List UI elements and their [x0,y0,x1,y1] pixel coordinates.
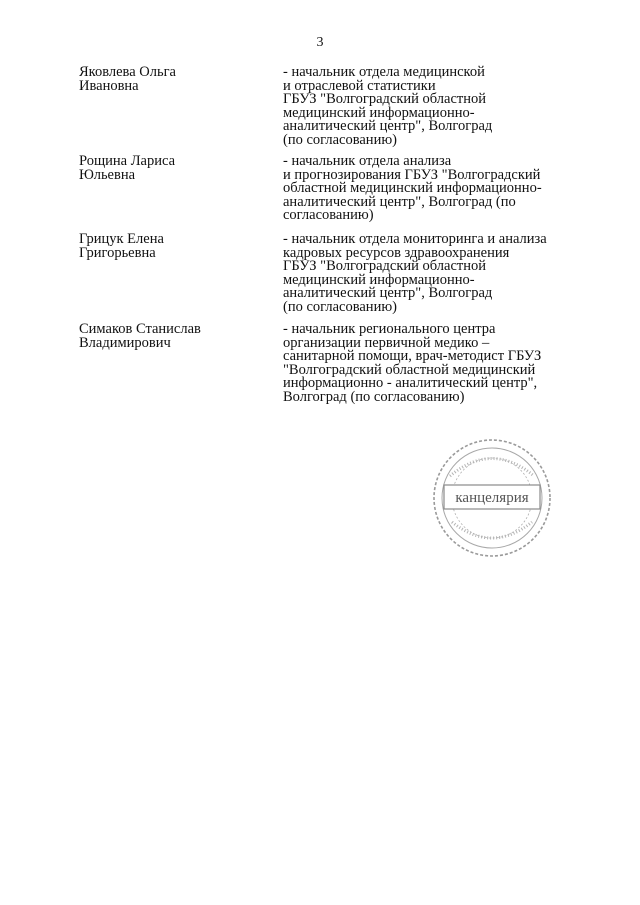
page-number: 3 [316,35,324,50]
text-line: - начальник отдела мониторинга и анализа [283,231,547,247]
text-line: информационно - аналитический центр", [283,375,538,391]
text-line: согласованию) [283,207,374,223]
text-line: Григорьевна [79,244,156,261]
text-line: Юльевна [79,166,136,183]
text-line: кадровых ресурсов здравоохранения [283,244,510,261]
person-name [79,66,269,93]
text-line: аналитический центр", Волгоград [283,285,493,301]
text-line: Яковлева Ольга [79,64,176,80]
text-line: Волгоград (по согласованию) [283,388,465,405]
text-line: аналитический центр", Волгоград (по [283,193,516,210]
text-line: ГБУЗ "Волгоградский областной [283,258,486,274]
text-line: Рощина Лариса [79,153,176,169]
text-line: областной медицинский информационно- [283,180,542,196]
text-line: (по согласованию) [283,298,397,315]
text-line: - начальник отдела медицинской [283,64,485,80]
person-role [283,323,583,404]
person-role [283,155,583,223]
text-line: Симаков Станислав [79,321,201,337]
person-name [79,233,269,260]
text-line: организации первичной медико – [283,334,490,351]
person-role [283,66,583,147]
office-stamp [430,436,554,560]
text-line: и прогнозирования ГБУЗ "Волгоградский [283,166,541,183]
person-name [79,155,269,182]
text-line: медицинский информационно- [283,104,475,121]
text-line: Владимирович [79,334,171,351]
text-line: ГБУЗ "Волгоградский областной [283,91,486,107]
text-line: санитарной помощи, врач-методист ГБУЗ [283,348,542,364]
text-line: и отраслевой статистики [283,77,436,94]
text-line: Ивановна [79,77,139,94]
text-line: "Волгоградский областной медицинский [283,361,536,378]
text-line: (по согласованию) [283,131,397,148]
text-line: аналитический центр", Волгоград [283,118,493,134]
text-line: медицинский информационно- [283,271,475,288]
text-line: Грицук Елена [79,231,164,247]
person-name [79,323,269,350]
text-line: - начальник отдела анализа [283,153,452,169]
person-role [283,233,583,314]
stamp-label: канцелярия [455,490,529,506]
stamp-seal-icon [430,436,554,560]
text-line: - начальник регионального центра [283,321,496,337]
